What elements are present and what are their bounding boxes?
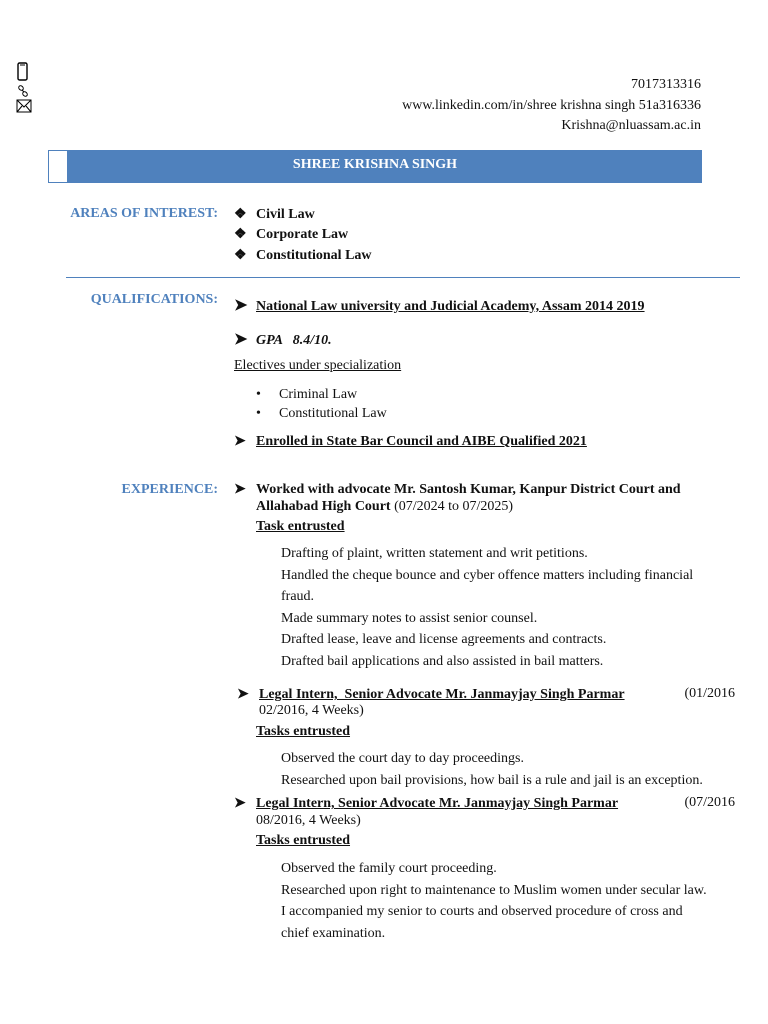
job-2-title: ➤ Legal Intern, Senior Advocate Mr. Janmayjay Singh Parmar (01/2016	[237, 686, 735, 702]
job-3-tasks-heading: Tasks entrusted	[256, 833, 351, 848]
job-1-title: ➤ Worked with advocate Mr. Santosh Kumar, Kanpur District Court and	[234, 482, 681, 497]
job-2-tasks-heading: Tasks entrusted	[256, 724, 351, 739]
experience-label: EXPERIENCE:	[121, 482, 218, 497]
interest-item: ❖ Constitutional Law	[234, 248, 372, 263]
task-item: Drafting of plaint, written statement and writ petitions.	[281, 546, 588, 561]
task-item: Drafted bail applications and also assisted in bail matters.	[281, 653, 604, 669]
job-1-title-cont: Allahabad High Court (07/2024 to 07/2025)	[256, 499, 514, 514]
candidate-name: SHREE KRISHNA SINGH	[292, 157, 458, 172]
task-item: Observed the family court proceeding.	[281, 861, 497, 876]
task-item: Drafted lease, leave and license agreements and contracts.	[281, 632, 607, 647]
link-icon	[16, 84, 30, 98]
job-3-title: ➤ Legal Intern, Senior Advocate Mr. Janmayjay Singh Parmar (07/2016	[234, 795, 735, 811]
task-item: Observed the court day to day proceedings.	[281, 751, 524, 766]
job-2-task-list	[281, 748, 703, 791]
job-1-tasks-heading: Task entrusted	[256, 519, 345, 534]
qualification-degree: ➤ National Law university and Judicial Academy, Assam 2014 2019	[234, 297, 645, 314]
interest-item: ❖ Civil Law	[234, 207, 315, 222]
name-banner	[48, 150, 702, 183]
areas-of-interest-label: AREAS OF INTEREST:	[70, 206, 218, 221]
job-3-task-list	[281, 858, 707, 944]
mail-icon	[16, 99, 32, 113]
task-item: Handled the cheque bounce and cyber offence matters including financial	[281, 567, 694, 583]
task-item: chief examination.	[281, 925, 386, 941]
email-address[interactable]: Krishna@nluassam.ac.in	[561, 118, 701, 133]
phone-number: 7017313316	[631, 77, 701, 92]
contact-icons	[16, 62, 36, 113]
contact-block	[402, 75, 701, 137]
section-divider	[66, 277, 740, 278]
linkedin-url[interactable]: www.linkedin.com/in/shree krishna singh 51a316336	[402, 97, 701, 113]
qualification-bar: ➤ Enrolled in State Bar Council and AIBE Qualified 2021	[234, 434, 587, 449]
job-2-dates: 02/2016, 4 Weeks)	[259, 703, 364, 718]
elective-item: • Constitutional Law	[256, 406, 387, 421]
task-item: Researched upon bail provisions, how bail is a rule and jail is an exception.	[281, 772, 703, 788]
task-item: Made summary notes to assist senior counsel.	[281, 610, 538, 626]
elective-item: • Criminal Law	[256, 387, 358, 402]
interest-item: ❖ Corporate Law	[234, 227, 349, 242]
task-item: Researched upon right to maintenance to Muslim women under secular law.	[281, 882, 707, 898]
job-3-dates: 08/2016, 4 Weeks)	[256, 813, 361, 828]
electives-heading: Electives under specialization	[234, 358, 402, 373]
task-item: fraud.	[281, 589, 315, 604]
qualifications-label: QUALIFICATIONS:	[90, 292, 218, 307]
task-item: I accompanied my senior to courts and observed procedure of cross and	[281, 904, 683, 919]
qualification-gpa: ➤ GPA 8.4/10.	[234, 331, 332, 348]
job-1-task-list	[281, 543, 693, 672]
phone-icon	[16, 62, 30, 82]
